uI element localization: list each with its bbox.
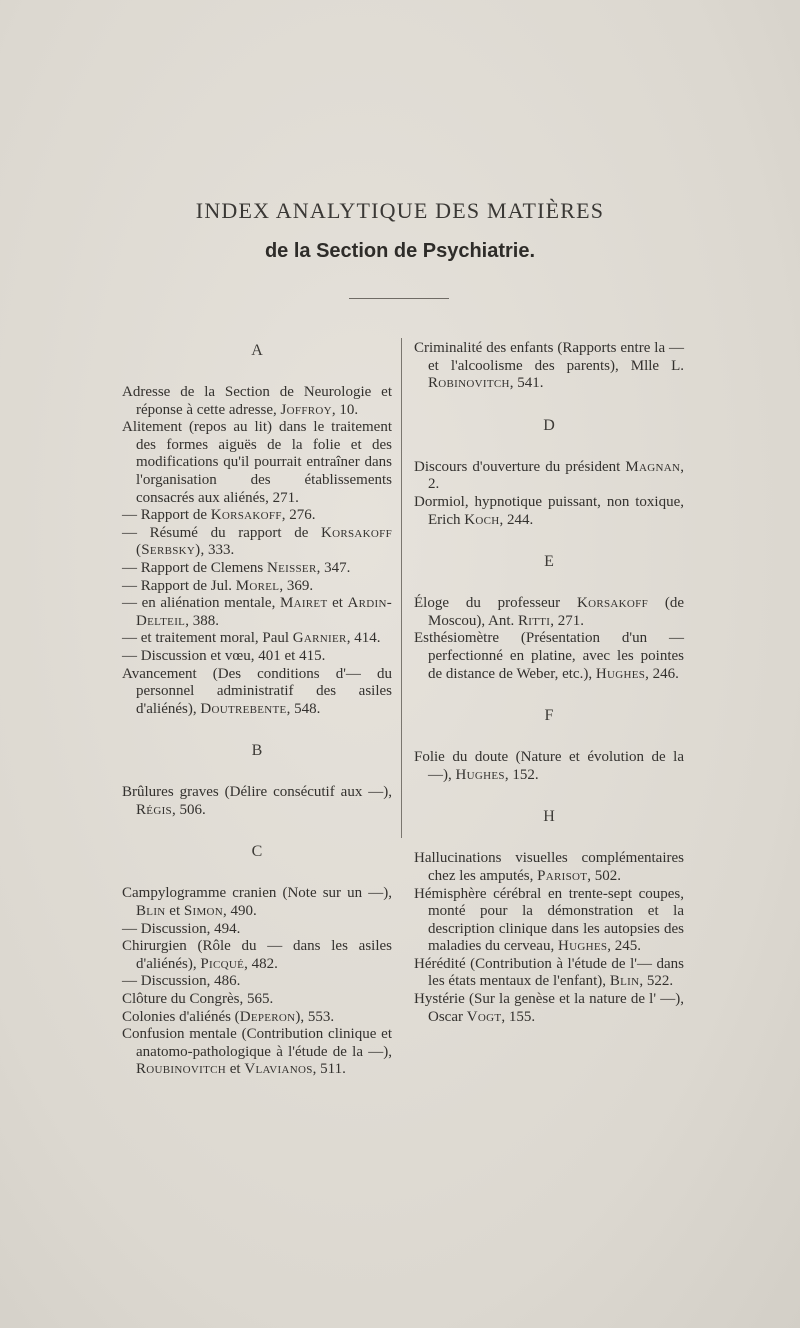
column-divider (401, 338, 402, 838)
entry-author: Roubinovitch (136, 1061, 226, 1078)
entry-reference: , 506. (171, 801, 206, 818)
index-entry (122, 578, 392, 596)
index-entry (122, 885, 392, 920)
right-column (414, 340, 684, 1026)
index-entry (414, 340, 684, 393)
entry-reference: , 152. (504, 766, 539, 783)
section-letter: H (543, 808, 555, 826)
index-entry (122, 973, 392, 991)
entry-text: Hérédité (Contribution à l'étude de l'— dans les états mentaux de l'enfant), (414, 955, 684, 990)
entry-text: Adresse de la Section de Neurologie et réponse à cette adresse, (122, 384, 392, 418)
page-title: INDEX ANALYTIQUE DES MATIÈRES (195, 198, 605, 223)
entry-author: Blin (609, 973, 640, 990)
entry-text: Hémisphère cérébral en trente-sept coupes, monté pour la démonstration et la description clinique dans les autopsies des maladies du cerveau, (414, 885, 684, 955)
entry-author: Deperon (239, 1008, 296, 1025)
section-letter: B (251, 742, 263, 760)
entry-text: Esthésiomètre (Présentation d'un — perfectionné en platine, avec les pointes de distance de Weber, etc.), (414, 630, 684, 682)
entry-author: Morel (235, 577, 280, 594)
index-entry (122, 1009, 392, 1027)
entry-author: Ardin-Delteil (136, 595, 393, 629)
entry-reference: , 490. (223, 903, 257, 920)
entry-author: Joffroy (280, 401, 332, 418)
entry-author: Ritti (518, 612, 551, 629)
entry-author: Mairet (279, 595, 328, 612)
index-entry (414, 494, 684, 529)
entry-text: Avancement (Des conditions d'— du personnel administratif des asiles d'aliénés), (122, 665, 392, 717)
entry-text: — et traitement moral, Paul (122, 630, 293, 647)
entry-text: — Rapport de (122, 507, 211, 524)
index-entry (122, 991, 392, 1009)
entry-reference: , 10. (331, 401, 359, 418)
entry-reference: , 414. (346, 630, 381, 647)
entry-text: Folie du doute (Nature et évolution de la —), (414, 749, 684, 783)
left-column (122, 340, 392, 1079)
entry-reference: , 541. (509, 375, 544, 392)
entry-author: Korsakoff (Serbsky) (136, 524, 392, 559)
entry-author: Magnan (625, 458, 681, 475)
entry-reference: , 511. (312, 1061, 346, 1078)
title-divider (349, 298, 449, 299)
entry-text: — Rapport de Clemens (122, 559, 267, 576)
entry-reference: et (327, 595, 348, 612)
entry-reference: , 522. (639, 973, 674, 990)
entry-author: Korsakoff (210, 507, 282, 524)
entry-reference: , 388. (185, 612, 219, 629)
section-letter: A (251, 342, 263, 359)
entry-reference: , 482. (244, 955, 278, 972)
entry-text: Hystérie (Sur la genèse et la nature de l' —), Oscar (414, 991, 684, 1025)
entry-text: — Rapport de Jul. (122, 577, 236, 594)
index-entry (122, 384, 392, 419)
entry-author: Vogt (466, 1008, 502, 1025)
index-entry (122, 630, 392, 648)
entry-author: Hughes (455, 766, 505, 783)
entry-reference: ), 553. (295, 1008, 335, 1025)
entry-reference: , 276. (281, 507, 316, 524)
entry-author: Régis (136, 801, 172, 818)
entry-reference: (de Moscou), Ant. (428, 595, 684, 629)
entry-text: Chirurgien (Rôle du — dans les asiles d'aliénés), (122, 938, 392, 972)
index-entry (414, 595, 684, 630)
index-entry (414, 459, 684, 494)
entry-reference: , 245. (607, 938, 642, 955)
entry-reference: , 2. (428, 458, 684, 493)
section-letter: E (544, 553, 554, 571)
index-entry (414, 749, 684, 784)
index-entry (122, 648, 392, 666)
entry-text: Brûlures graves (Délire consécutif aux —), (122, 784, 392, 801)
entry-reference: , 246. (645, 665, 679, 682)
entry-author: Simon (183, 903, 224, 920)
index-entry (122, 938, 392, 973)
index-entry (414, 630, 684, 683)
entry-text: Campylogramme cranien (Note sur un —), (122, 885, 392, 902)
index-entry (414, 956, 684, 991)
section-letter: D (543, 416, 555, 434)
entry-author: Robinovitch (428, 375, 510, 392)
entry-reference: , 333. (200, 542, 235, 559)
entry-author: Koch (464, 511, 500, 528)
index-entry (122, 507, 392, 525)
entry-author: Garnier (292, 630, 347, 647)
index-entry (122, 560, 392, 578)
index-entry (122, 525, 392, 560)
index-entry (122, 1026, 392, 1079)
entry-author: Neisser (266, 559, 317, 576)
entry-reference: , 548. (286, 700, 321, 717)
entry-reference: , 502. (587, 867, 622, 884)
entry-author: Parisot (537, 867, 588, 884)
entry-text: — Discussion et vœu, 401 et 415. (122, 647, 326, 664)
entry-author: Doutrebente (200, 700, 287, 717)
entry-text: Alitement (repos au lit) dans le traitement des formes aiguës de la folie et des modifications qu'il pourrait entraîner dans l'organisation des établissements consacrés aux aliénés, 271. (122, 419, 392, 506)
entry-author: Hughes (557, 938, 608, 955)
entry-author: Hughes (595, 665, 646, 682)
entry-reference: , 347. (316, 559, 351, 576)
entry-reference: , 271. (550, 612, 585, 629)
index-entry (414, 886, 684, 956)
entry-author: Vlavianos (244, 1061, 313, 1078)
index-entry (122, 784, 392, 819)
entry-text: Discours d'ouverture du président (414, 458, 626, 475)
entry-text: Clôture du Congrès, 565. (122, 991, 274, 1008)
entry-author: Korsakoff (577, 595, 648, 612)
entry-reference: et (165, 903, 184, 920)
entry-text: Criminalité des enfants (Rapports entre la — et l'alcoolisme des parents), Mlle L. (414, 340, 684, 374)
entry-text: Dormiol, hypnotique puissant, non toxique, Erich (414, 493, 684, 528)
page-subtitle: de la Section de Psychiatrie. (264, 240, 536, 262)
entry-author: Picqué (200, 955, 245, 972)
index-entry (122, 419, 392, 507)
index-entry (414, 991, 684, 1026)
entry-reference: , 244. (499, 511, 534, 528)
section-letter: F (544, 707, 554, 725)
entry-reference: , 369. (279, 577, 314, 594)
entry-reference: et (226, 1061, 245, 1078)
entry-text: — en aliénation mentale, (122, 595, 280, 612)
entry-text: — Résumé du rapport de (122, 524, 321, 541)
entry-text: Hallucinations visuelles complémentaires chez les amputés, (414, 850, 684, 884)
entry-text: — Discussion, 486. (122, 973, 241, 990)
index-entry (122, 595, 392, 630)
entry-text: Confusion mentale (Contribution clinique et anatomo-pathologique à l'étude de la —), (122, 1026, 392, 1060)
section-letter: C (251, 843, 263, 861)
index-entry (122, 921, 392, 939)
entry-text: — Discussion, 494. (122, 920, 241, 937)
index-entry (122, 666, 392, 719)
entry-text: Éloge du professeur (414, 595, 577, 612)
entry-author: Blin (136, 903, 166, 920)
entry-reference: , 155. (501, 1008, 536, 1025)
index-entry (414, 850, 684, 885)
entry-text: Colonies d'aliénés ( (122, 1008, 240, 1025)
